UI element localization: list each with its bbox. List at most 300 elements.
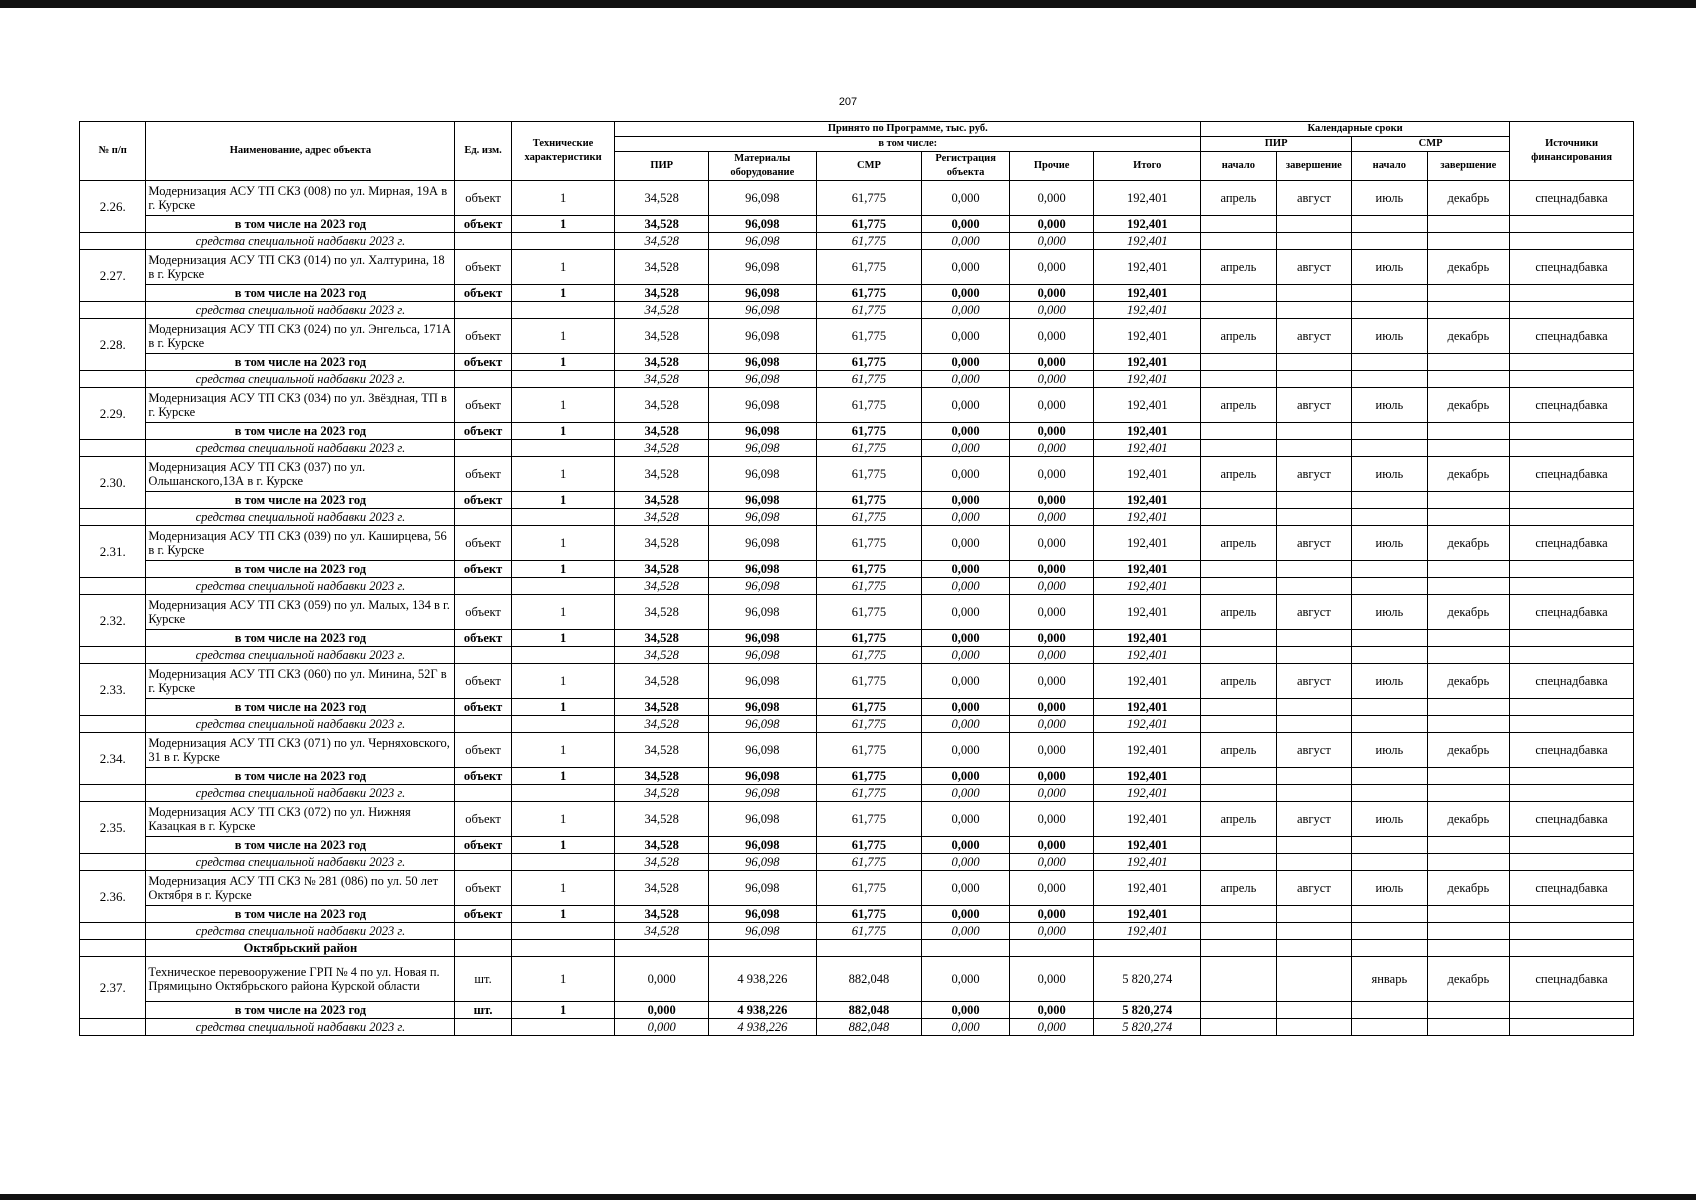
row-number: 2.34.: [80, 733, 146, 785]
funding-label: средства специальной надбавки 2023 г.: [146, 509, 455, 526]
smr-start-cell: июль: [1352, 733, 1427, 768]
funding-pir: 34,528: [615, 233, 709, 250]
empty-cell: [1276, 630, 1351, 647]
empty-cell: [1276, 647, 1351, 664]
funding-pir: 34,528: [615, 371, 709, 388]
table-row: [80, 733, 1634, 768]
empty-cell: [455, 716, 511, 733]
funding-label: средства специальной надбавки 2023 г.: [146, 923, 455, 940]
unit-cell: объект: [455, 733, 511, 768]
empty-cell: [455, 940, 511, 957]
table-row-funding: [80, 440, 1634, 457]
empty-cell: [1510, 837, 1634, 854]
funding-smr: 61,775: [816, 302, 922, 319]
empty-cell: [455, 923, 511, 940]
funding-mat: 96,098: [708, 647, 816, 664]
empty-cell: [1427, 768, 1510, 785]
row-number: 2.37.: [80, 957, 146, 1019]
value-reg: 0,000: [922, 957, 1010, 1002]
empty-cell: [455, 233, 511, 250]
subtotal-tech: 1: [511, 630, 615, 647]
funding-smr: 61,775: [816, 716, 922, 733]
value-other: 0,000: [1009, 957, 1094, 1002]
empty-cell: [1427, 216, 1510, 233]
table-row-subtotal: [80, 906, 1634, 923]
value-pir: 34,528: [615, 733, 709, 768]
funding-other: 0,000: [1009, 440, 1094, 457]
empty-cell: [1352, 716, 1427, 733]
scan-top-border: [0, 0, 1696, 8]
empty-cell: [1427, 440, 1510, 457]
value-total: 192,401: [1094, 319, 1201, 354]
subtotal-other: 0,000: [1009, 699, 1094, 716]
funding-mat: 96,098: [708, 302, 816, 319]
empty-cell: [1201, 923, 1276, 940]
value-pir: 0,000: [615, 957, 709, 1002]
funding-smr: 61,775: [816, 440, 922, 457]
smr-end-cell: декабрь: [1427, 733, 1510, 768]
subtotal-total: 192,401: [1094, 492, 1201, 509]
empty-cell: [455, 854, 511, 871]
value-smr: 61,775: [816, 733, 922, 768]
empty-cell: [511, 785, 615, 802]
source-cell: спецнадбавка: [1510, 319, 1634, 354]
header-cal-pir: ПИР: [1201, 137, 1352, 152]
table-row: [80, 457, 1634, 492]
section-title: Октябрьский район: [146, 940, 455, 957]
subtotal-smr: 61,775: [816, 354, 922, 371]
subtotal-total: 5 820,274: [1094, 1002, 1201, 1019]
empty-cell: [455, 578, 511, 595]
header-program: Принято по Программе, тыс. руб.: [615, 122, 1201, 137]
empty-cell: [1276, 302, 1351, 319]
subtotal-reg: 0,000: [922, 423, 1010, 440]
subtotal-tech: 1: [511, 492, 615, 509]
empty-cell: [1276, 354, 1351, 371]
empty-cell: [1201, 837, 1276, 854]
empty-cell: [1427, 716, 1510, 733]
empty-cell: [80, 785, 146, 802]
empty-cell: [1352, 699, 1427, 716]
funding-smr: 61,775: [816, 509, 922, 526]
empty-cell: [1276, 285, 1351, 302]
funding-total: 192,401: [1094, 854, 1201, 871]
subtotal-label: в том числе на 2023 год: [146, 285, 455, 302]
table-row-subtotal: [80, 630, 1634, 647]
table-row-funding: [80, 923, 1634, 940]
empty-cell: [1009, 940, 1094, 957]
funding-total: 192,401: [1094, 923, 1201, 940]
subtotal-pir: 34,528: [615, 768, 709, 785]
subtotal-label: в том числе на 2023 год: [146, 837, 455, 854]
empty-cell: [1276, 371, 1351, 388]
subtotal-pir: 34,528: [615, 354, 709, 371]
object-name: Модернизация АСУ ТП СКЗ (071) по ул. Черняховского, 31 в г. Курске: [146, 733, 455, 768]
empty-cell: [1510, 699, 1634, 716]
table-row-funding: [80, 647, 1634, 664]
unit-cell: шт.: [455, 957, 511, 1002]
funding-other: 0,000: [1009, 371, 1094, 388]
smr-start-cell: июль: [1352, 457, 1427, 492]
subtotal-smr: 61,775: [816, 837, 922, 854]
funding-mat: 96,098: [708, 854, 816, 871]
funding-pir: 34,528: [615, 302, 709, 319]
object-name: Модернизация АСУ ТП СКЗ (072) по ул. Нижняя Казацкая в г. Курске: [146, 802, 455, 837]
empty-cell: [1352, 233, 1427, 250]
empty-cell: [1427, 906, 1510, 923]
empty-cell: [80, 647, 146, 664]
row-number: 2.27.: [80, 250, 146, 302]
subtotal-tech: 1: [511, 285, 615, 302]
pir-end-cell: август: [1276, 871, 1351, 906]
header-calendar: Календарные сроки: [1201, 122, 1510, 137]
row-number: 2.36.: [80, 871, 146, 923]
empty-cell: [708, 940, 816, 957]
tech-cell: 1: [511, 664, 615, 699]
empty-cell: [1276, 923, 1351, 940]
subtotal-pir: 34,528: [615, 423, 709, 440]
smr-end-cell: декабрь: [1427, 526, 1510, 561]
table-row-funding: [80, 233, 1634, 250]
table-row: [80, 664, 1634, 699]
value-mat: 96,098: [708, 871, 816, 906]
value-reg: 0,000: [922, 664, 1010, 699]
subtotal-smr: 61,775: [816, 285, 922, 302]
funding-label: средства специальной надбавки 2023 г.: [146, 233, 455, 250]
empty-cell: [1276, 440, 1351, 457]
subtotal-unit: объект: [455, 354, 511, 371]
pir-start-cell: апрель: [1201, 526, 1276, 561]
unit-cell: объект: [455, 250, 511, 285]
source-cell: спецнадбавка: [1510, 802, 1634, 837]
empty-cell: [1427, 354, 1510, 371]
empty-cell: [511, 923, 615, 940]
table-row-subtotal: [80, 561, 1634, 578]
value-mat: 4 938,226: [708, 957, 816, 1002]
value-smr: 61,775: [816, 595, 922, 630]
value-smr: 61,775: [816, 250, 922, 285]
value-pir: 34,528: [615, 802, 709, 837]
smr-start-cell: июль: [1352, 802, 1427, 837]
empty-cell: [1276, 699, 1351, 716]
smr-end-cell: декабрь: [1427, 181, 1510, 216]
subtotal-tech: 1: [511, 837, 615, 854]
empty-cell: [1510, 285, 1634, 302]
smr-end-cell: декабрь: [1427, 871, 1510, 906]
value-pir: 34,528: [615, 871, 709, 906]
tech-cell: 1: [511, 957, 615, 1002]
header-including: в том числе:: [615, 137, 1201, 152]
empty-cell: [1201, 233, 1276, 250]
subtotal-tech: 1: [511, 561, 615, 578]
object-name: Модернизация АСУ ТП СКЗ (039) по ул. Каширцева, 56 в г. Курске: [146, 526, 455, 561]
section-row: [80, 940, 1634, 957]
subtotal-unit: объект: [455, 768, 511, 785]
empty-cell: [455, 371, 511, 388]
subtotal-label: в том числе на 2023 год: [146, 423, 455, 440]
empty-cell: [1427, 233, 1510, 250]
empty-cell: [1510, 647, 1634, 664]
subtotal-reg: 0,000: [922, 1002, 1010, 1019]
subtotal-tech: 1: [511, 699, 615, 716]
subtotal-smr: 61,775: [816, 561, 922, 578]
smr-end-cell: декабрь: [1427, 388, 1510, 423]
pir-end-cell: август: [1276, 802, 1351, 837]
smr-start-cell: июль: [1352, 388, 1427, 423]
subtotal-reg: 0,000: [922, 354, 1010, 371]
smr-start-cell: июль: [1352, 250, 1427, 285]
subtotal-mat: 96,098: [708, 768, 816, 785]
subtotal-reg: 0,000: [922, 492, 1010, 509]
funding-mat: 96,098: [708, 785, 816, 802]
value-pir: 34,528: [615, 595, 709, 630]
value-smr: 61,775: [816, 526, 922, 561]
subtotal-label: в том числе на 2023 год: [146, 561, 455, 578]
value-total: 192,401: [1094, 733, 1201, 768]
empty-cell: [1352, 854, 1427, 871]
empty-cell: [1201, 561, 1276, 578]
subtotal-unit: объект: [455, 837, 511, 854]
table-row: [80, 388, 1634, 423]
value-smr: 61,775: [816, 802, 922, 837]
subtotal-reg: 0,000: [922, 837, 1010, 854]
value-reg: 0,000: [922, 733, 1010, 768]
empty-cell: [1510, 906, 1634, 923]
pir-start-cell: апрель: [1201, 871, 1276, 906]
empty-cell: [1276, 837, 1351, 854]
value-reg: 0,000: [922, 871, 1010, 906]
subtotal-reg: 0,000: [922, 285, 1010, 302]
empty-cell: [1276, 509, 1351, 526]
subtotal-reg: 0,000: [922, 699, 1010, 716]
tech-cell: 1: [511, 871, 615, 906]
subtotal-pir: 34,528: [615, 699, 709, 716]
row-number: 2.26.: [80, 181, 146, 233]
funding-reg: 0,000: [922, 440, 1010, 457]
empty-cell: [1201, 440, 1276, 457]
subtotal-smr: 61,775: [816, 768, 922, 785]
value-other: 0,000: [1009, 664, 1094, 699]
value-smr: 61,775: [816, 319, 922, 354]
value-smr: 61,775: [816, 664, 922, 699]
empty-cell: [1276, 716, 1351, 733]
empty-cell: [1352, 423, 1427, 440]
object-name: Модернизация АСУ ТП СКЗ (037) по ул. Ольшанского,13А в г. Курске: [146, 457, 455, 492]
smr-start-cell: июль: [1352, 526, 1427, 561]
pir-start-cell: апрель: [1201, 457, 1276, 492]
empty-cell: [1201, 302, 1276, 319]
empty-cell: [455, 302, 511, 319]
empty-cell: [455, 440, 511, 457]
program-table: [79, 121, 1634, 1036]
value-pir: 34,528: [615, 664, 709, 699]
empty-cell: [1276, 906, 1351, 923]
pir-end-cell: август: [1276, 388, 1351, 423]
funding-total: 192,401: [1094, 716, 1201, 733]
pir-start-cell: апрель: [1201, 250, 1276, 285]
pir-start-cell: апрель: [1201, 319, 1276, 354]
empty-cell: [1510, 768, 1634, 785]
smr-start-cell: июль: [1352, 664, 1427, 699]
row-number: 2.30.: [80, 457, 146, 509]
funding-other: 0,000: [1009, 1019, 1094, 1036]
table-row-subtotal: [80, 492, 1634, 509]
subtotal-unit: объект: [455, 561, 511, 578]
empty-cell: [1094, 940, 1201, 957]
empty-cell: [1276, 216, 1351, 233]
funding-reg: 0,000: [922, 233, 1010, 250]
value-mat: 96,098: [708, 319, 816, 354]
empty-cell: [511, 854, 615, 871]
object-name: Техническое перевооружение ГРП № 4 по ул. Новая п. Прямицыно Октябрьского района Курской области: [146, 957, 455, 1002]
empty-cell: [511, 233, 615, 250]
pir-end-cell: август: [1276, 595, 1351, 630]
value-reg: 0,000: [922, 181, 1010, 216]
empty-cell: [1352, 492, 1427, 509]
empty-cell: [1201, 699, 1276, 716]
value-mat: 96,098: [708, 250, 816, 285]
value-total: 192,401: [1094, 664, 1201, 699]
empty-cell: [511, 1019, 615, 1036]
subtotal-tech: 1: [511, 1002, 615, 1019]
subtotal-tech: 1: [511, 216, 615, 233]
funding-mat: 96,098: [708, 923, 816, 940]
funding-mat: 96,098: [708, 716, 816, 733]
funding-pir: 34,528: [615, 509, 709, 526]
object-name: Модернизация АСУ ТП СКЗ (014) по ул. Халтурина, 18 в г. Курске: [146, 250, 455, 285]
empty-cell: [511, 371, 615, 388]
funding-mat: 4 938,226: [708, 1019, 816, 1036]
funding-mat: 96,098: [708, 509, 816, 526]
subtotal-smr: 882,048: [816, 1002, 922, 1019]
funding-label: средства специальной надбавки 2023 г.: [146, 647, 455, 664]
empty-cell: [1510, 509, 1634, 526]
scan-bottom-border: [0, 1194, 1696, 1200]
subtotal-label: в том числе на 2023 год: [146, 699, 455, 716]
value-other: 0,000: [1009, 733, 1094, 768]
empty-cell: [1510, 371, 1634, 388]
empty-cell: [1201, 371, 1276, 388]
header-pir-start: начало: [1201, 152, 1276, 181]
funding-reg: 0,000: [922, 785, 1010, 802]
empty-cell: [1201, 716, 1276, 733]
object-name: Модернизация АСУ ТП СКЗ (059) по ул. Малых, 134 в г. Курске: [146, 595, 455, 630]
value-pir: 34,528: [615, 250, 709, 285]
funding-other: 0,000: [1009, 716, 1094, 733]
funding-total: 192,401: [1094, 647, 1201, 664]
empty-cell: [1510, 1002, 1634, 1019]
empty-cell: [1427, 371, 1510, 388]
pir-start-cell: апрель: [1201, 388, 1276, 423]
header-smr-start: начало: [1352, 152, 1427, 181]
subtotal-mat: 96,098: [708, 492, 816, 509]
smr-start-cell: июль: [1352, 595, 1427, 630]
empty-cell: [1352, 785, 1427, 802]
pir-start-cell: апрель: [1201, 181, 1276, 216]
source-cell: спецнадбавка: [1510, 957, 1634, 1002]
table-row-subtotal: [80, 837, 1634, 854]
subtotal-label: в том числе на 2023 год: [146, 216, 455, 233]
header-num: № п/п: [80, 122, 146, 181]
row-number: 2.31.: [80, 526, 146, 578]
empty-cell: [1510, 940, 1634, 957]
value-mat: 96,098: [708, 595, 816, 630]
empty-cell: [1427, 785, 1510, 802]
funding-other: 0,000: [1009, 509, 1094, 526]
table-row-funding: [80, 785, 1634, 802]
value-total: 192,401: [1094, 457, 1201, 492]
tech-cell: 1: [511, 802, 615, 837]
funding-other: 0,000: [1009, 302, 1094, 319]
empty-cell: [1427, 1002, 1510, 1019]
funding-total: 192,401: [1094, 302, 1201, 319]
value-pir: 34,528: [615, 319, 709, 354]
empty-cell: [1352, 906, 1427, 923]
unit-cell: объект: [455, 457, 511, 492]
row-number: 2.33.: [80, 664, 146, 716]
pir-end-cell: август: [1276, 457, 1351, 492]
value-smr: 61,775: [816, 181, 922, 216]
header-materials: Материалы оборудование: [708, 152, 816, 181]
empty-cell: [1510, 354, 1634, 371]
funding-pir: 34,528: [615, 923, 709, 940]
empty-cell: [1427, 285, 1510, 302]
source-cell: спецнадбавка: [1510, 733, 1634, 768]
funding-other: 0,000: [1009, 233, 1094, 250]
value-mat: 96,098: [708, 388, 816, 423]
value-smr: 61,775: [816, 871, 922, 906]
empty-cell: [1427, 923, 1510, 940]
value-reg: 0,000: [922, 802, 1010, 837]
value-total: 192,401: [1094, 802, 1201, 837]
empty-cell: [1510, 302, 1634, 319]
pir-start-cell: апрель: [1201, 595, 1276, 630]
source-cell: спецнадбавка: [1510, 388, 1634, 423]
subtotal-mat: 4 938,226: [708, 1002, 816, 1019]
smr-end-cell: декабрь: [1427, 957, 1510, 1002]
funding-pir: 34,528: [615, 440, 709, 457]
subtotal-unit: объект: [455, 423, 511, 440]
value-smr: 61,775: [816, 457, 922, 492]
empty-cell: [1427, 854, 1510, 871]
funding-smr: 61,775: [816, 233, 922, 250]
empty-cell: [1427, 699, 1510, 716]
funding-label: средства специальной надбавки 2023 г.: [146, 440, 455, 457]
value-other: 0,000: [1009, 457, 1094, 492]
empty-cell: [80, 371, 146, 388]
empty-cell: [1352, 216, 1427, 233]
empty-cell: [1352, 440, 1427, 457]
empty-cell: [1201, 785, 1276, 802]
subtotal-pir: 34,528: [615, 906, 709, 923]
subtotal-tech: 1: [511, 768, 615, 785]
value-pir: 34,528: [615, 457, 709, 492]
smr-end-cell: декабрь: [1427, 595, 1510, 630]
empty-cell: [1276, 492, 1351, 509]
subtotal-other: 0,000: [1009, 561, 1094, 578]
subtotal-total: 192,401: [1094, 354, 1201, 371]
source-cell: спецнадбавка: [1510, 250, 1634, 285]
table-row-funding: [80, 302, 1634, 319]
pir-end-cell: август: [1276, 250, 1351, 285]
subtotal-total: 192,401: [1094, 768, 1201, 785]
table-row: [80, 595, 1634, 630]
table-row-funding: [80, 1019, 1634, 1036]
subtotal-tech: 1: [511, 354, 615, 371]
empty-cell: [1427, 509, 1510, 526]
subtotal-other: 0,000: [1009, 768, 1094, 785]
funding-pir: 0,000: [615, 1019, 709, 1036]
